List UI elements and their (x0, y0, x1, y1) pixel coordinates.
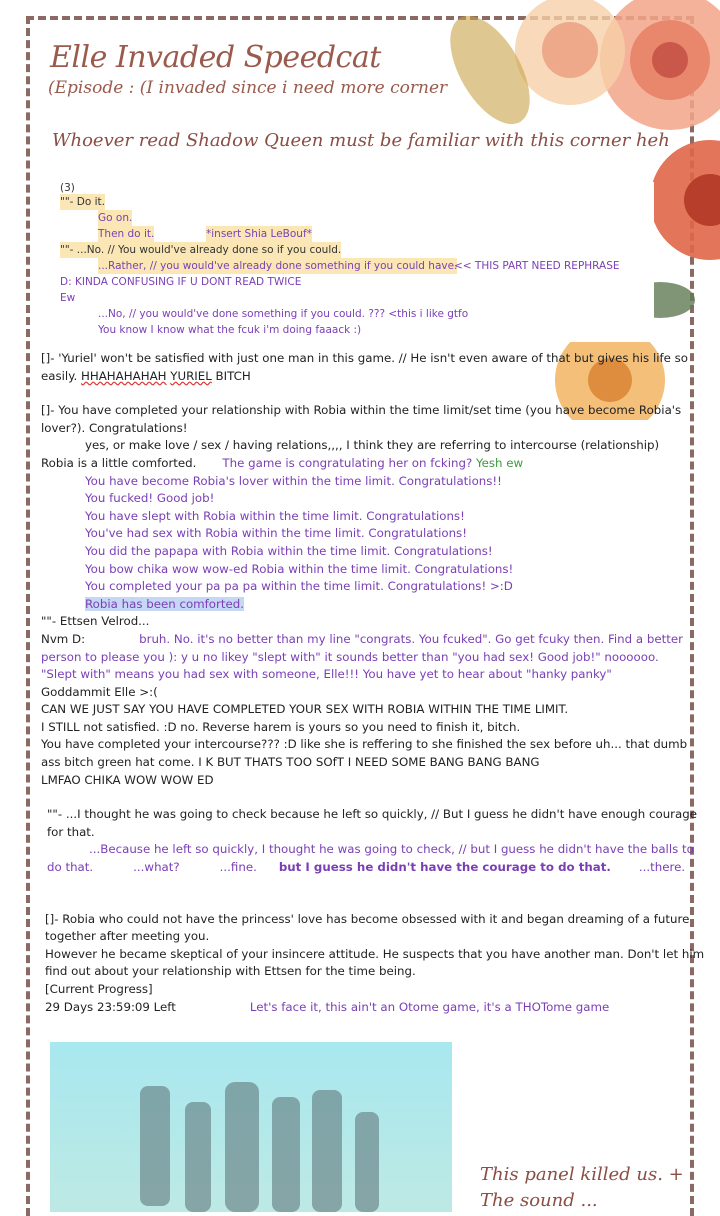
note-line: You know I know what the fcuk i'm doing faaack :) (98, 324, 362, 336)
blurred-sfx-image (50, 1042, 452, 1212)
page-title: Elle Invaded Speedcat (50, 40, 381, 75)
screenshot-note (56, 182, 654, 342)
doc-line: do that. ...what? ...fine. but I guess he didn't have the courage to do that. ...there. (47, 860, 686, 875)
doc-line: Goddammit Elle >:( (41, 684, 158, 699)
doc-line: []- 'Yuriel' won't be satisfied with just one man in this game. // He isn't even aware of that but gives his life so (41, 351, 689, 365)
list-item: You have become Robia's lover within the time limit. Congratulations!! (85, 473, 502, 488)
doc-line: LMFAO CHIKA WOW WOW ED (41, 772, 214, 787)
list-item: You've had sex with Robia within the time limit. Congratulations! (85, 526, 467, 541)
list-item: You bow chika wow wow-ed Robia within the time limit. Congratulations! (85, 561, 514, 576)
doc-line: for that. (47, 824, 95, 839)
doc-line: []- You have completed your relationship with Robia within the time limit/set time (you have become Robia's (41, 403, 682, 418)
comic-panel-image (50, 1042, 452, 1212)
doc-line: person to please you ): y u no likey "slept with" it sounds better than "you had sex! Good job!" noooooo. (41, 649, 659, 664)
note-line: (3) (60, 182, 75, 194)
doc-line: CAN WE JUST SAY YOU HAVE COMPLETED YOUR SEX WITH ROBIA WITHIN THE TIME LIMIT. (41, 702, 569, 717)
doc-line: lover?). Congratulations! (41, 420, 188, 435)
doc-line: find out about your relationship with Ettsen for the time being. (45, 964, 416, 979)
note-line: *insert Shia LeBouf* (206, 228, 312, 240)
doc-line: However he became skeptical of your insincere attitude. He suspects that you have another man. Don't let him (45, 946, 705, 961)
note-line: ...Rather, // you would've already done something if you could have. (98, 260, 458, 272)
doc-line: ""- Ettsen Velrod... (41, 614, 150, 629)
banner-text: Whoever read Shadow Queen must be familiar with this corner heh (52, 130, 670, 151)
note-line: ""- Do it. (60, 196, 106, 208)
list-item: You fucked! Good job! (85, 491, 215, 506)
note-line: Ew (60, 292, 76, 304)
doc-line: []- Robia who could not have the princess' love has become obsessed with it and began dreaming of a future (45, 911, 690, 926)
doc-line: ass bitch green hat come. I K BUT THATS TOO SOfT I NEED SOME BANG BANG BANG (41, 755, 540, 770)
list-item: You did the papapa with Robia within the time limit. Congratulations! (85, 543, 493, 558)
list-item: You have slept with Robia within the time limit. Congratulations! (85, 508, 465, 523)
list-item: You completed your pa pa pa within the time limit. Congratulations! >:D (85, 579, 513, 594)
panel-caption: This panel killed us. + (480, 1164, 684, 1185)
doc-line: I STILL not satisfied. :D no. Reverse harem is yours so you need to finish it, bitch. (41, 719, 521, 734)
document-body (41, 350, 705, 1016)
doc-line: yes, or make love / sex / having relations,,,, I think they are referring to intercourse (relationship) (85, 438, 660, 453)
doc-line: 29 Days 23:59:09 Left Let's face it, this ain't an Otome game, it's a THOTome game (45, 999, 610, 1014)
episode-subtitle: (Episode : (I invaded since i need more corner (48, 78, 448, 98)
list-item: Robia has been comforted. (85, 596, 244, 611)
doc-line: easily. HHAHAHAHAH YURIEL BITCH (41, 368, 251, 383)
note-line: << THIS PART NEED REPHRASE (454, 260, 620, 272)
doc-line: "Slept with" means you had sex with someone, Elle!!! You have yet to hear about "hanky panky" (41, 667, 612, 682)
doc-line: You have completed your intercourse??? :D like she is reffering to she finished the sex before uh... that dumb (41, 737, 688, 752)
doc-line: ""- ...I thought he was going to check because he left so quickly, // But I guess he didn't have enough courage (47, 807, 697, 822)
doc-line: ...Because he left so quickly, I thought he was going to check, // but I guess he didn't have the balls to (89, 842, 694, 857)
note-line: D: KINDA CONFUSING IF U DONT READ TWICE (60, 276, 302, 288)
note-line: Go on. (98, 212, 133, 224)
note-line: ""- ...No. // You would've already done so if you could. (60, 244, 342, 256)
doc-line: [Current Progress] (45, 982, 153, 996)
note-line: ...No, // you would've done something if you could. ??? <this i like gtfo (98, 308, 469, 320)
doc-line: Robia is a little comforted. The game is congratulating her on fcking? Yesh ew (41, 455, 524, 470)
panel-caption-continued: The sound ... (480, 1190, 598, 1211)
doc-line: together after meeting you. (45, 929, 210, 944)
doc-line: Nvm D: bruh. No. it's no better than my line "congrats. You fcuked". Go get fcuky then. Find a better (41, 631, 683, 646)
note-line: Then do it. (98, 228, 155, 240)
